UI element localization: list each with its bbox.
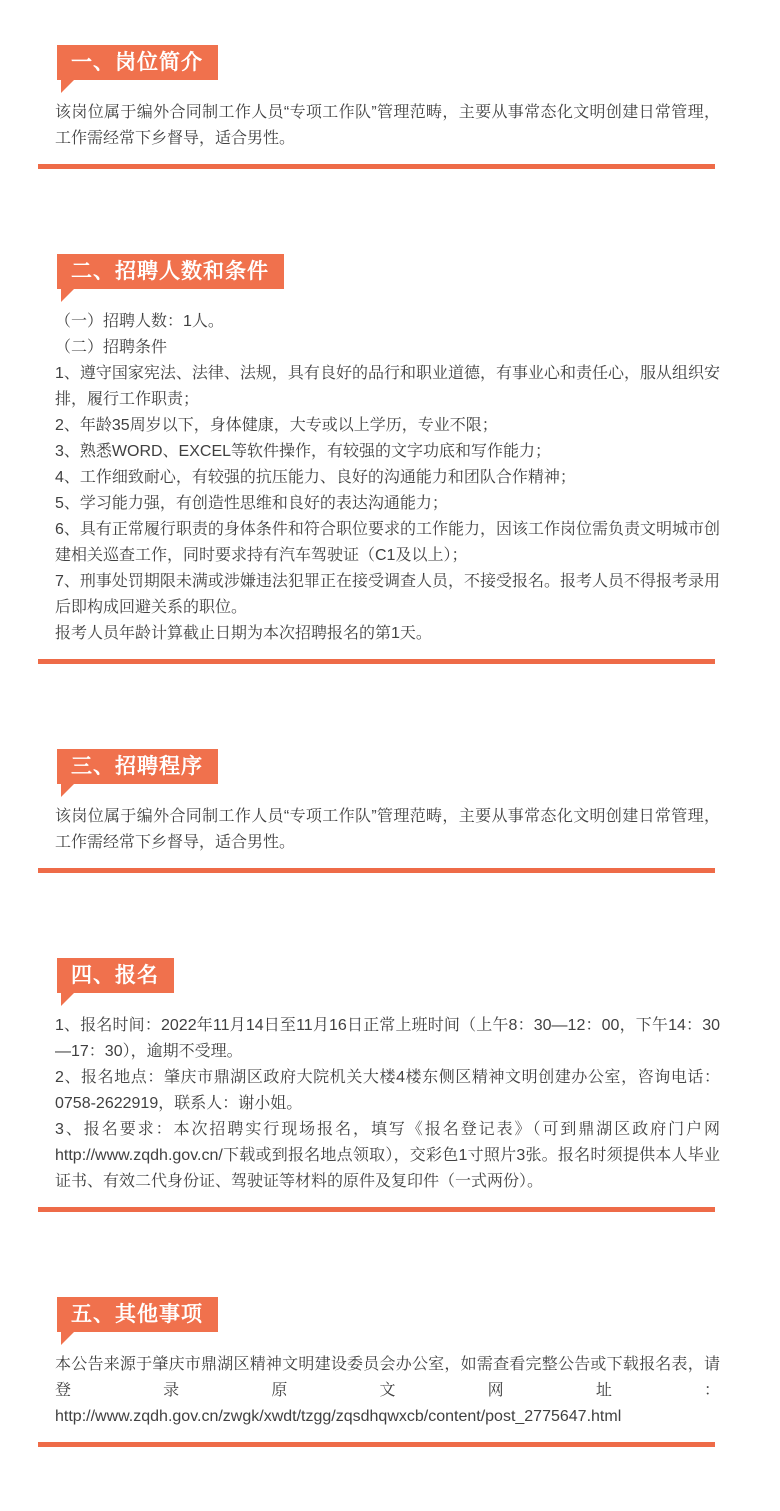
section-registration [55, 958, 720, 1212]
badge-tail-decoration [61, 80, 74, 93]
section-content [55, 309, 720, 647]
source-note-text: 本公告来源于肇庆市鼎湖区精神文明建设委员会办公室，如需查看完整公告或下载报名表，请登录原文网址： [55, 1356, 720, 1399]
paragraph: 该岗位属于编外合同制工作人员“专项工作队”管理范畴，主要从事常态化文明创建日常管理，工作需经常下乡督导，适合男性。 [55, 104, 720, 147]
section-title-badge [57, 749, 218, 784]
paragraph: 2、年龄35周岁以下，身体健康，大专或以上学历，专业不限； [55, 417, 498, 434]
paragraph [55, 1352, 720, 1430]
section-divider [38, 868, 715, 873]
paragraph: 4、工作细致耐心，有较强的抗压能力、良好的沟通能力和团队合作精神； [55, 469, 576, 486]
badge-tail-decoration [61, 993, 74, 1006]
section-content [55, 1013, 720, 1195]
section-other-matters [55, 1297, 720, 1447]
paragraph: 5、学习能力强，有创造性思维和良好的表达沟通能力； [55, 495, 448, 512]
section-content [55, 100, 720, 152]
section-title-badge [57, 1297, 218, 1332]
paragraph: 3、熟悉WORD、EXCEL等软件操作，有较强的文字功底和写作能力； [55, 443, 552, 460]
badge-tail-decoration [61, 784, 74, 797]
paragraph: （二）招聘条件 [55, 339, 168, 356]
paragraph: 7、刑事处罚期限未满或涉嫌违法犯罪正在接受调查人员，不接受报名。报考人员不得报考录用后即构成回避关系的职位。 [55, 573, 720, 616]
section-recruit-procedure [55, 749, 720, 873]
section-divider [38, 1207, 715, 1212]
paragraph: 该岗位属于编外合同制工作人员“专项工作队”管理范畴，主要从事常态化文明创建日常管理，工作需经常下乡督导，适合男性。 [55, 808, 720, 851]
section-divider [38, 1442, 715, 1447]
section-divider [38, 164, 715, 169]
paragraph: 1、遵守国家宪法、法律、法规，具有良好的品行和职业道德，有事业心和责任心，服从组织安排，履行工作职责； [55, 365, 720, 408]
section-title: 三、招聘程序 [71, 755, 203, 778]
section-title: 四、报名 [71, 964, 159, 987]
section-recruit-count-conditions [55, 254, 720, 664]
paragraph: 1、报名时间：2022年11月14日至11月16日正常上班时间（上午8：30—12：00，下午14：30—17：30），逾期不受理。 [55, 1017, 720, 1060]
section-title: 五、其他事项 [71, 1303, 203, 1326]
badge-tail-decoration [61, 1332, 74, 1345]
section-divider [38, 659, 715, 664]
paragraph: 3、报名要求：本次招聘实行现场报名，填写《报名登记表》（可到鼎湖区政府门户网http://www.zqdh.gov.cn/下载或到报名地点领取），交彩色1寸照片3张。报名时须提供本人毕业证书、有效二代身份证、驾驶证等材料的原件及复印件（一式两份）。 [55, 1121, 720, 1190]
section-title-badge [57, 45, 218, 80]
badge-tail-decoration [61, 289, 74, 302]
section-title-badge [57, 958, 174, 993]
section-title-badge [57, 254, 284, 289]
paragraph: （一）招聘人数：1人。 [55, 313, 224, 330]
section-job-intro [55, 45, 720, 169]
paragraph: 报考人员年龄计算截止日期为本次招聘报名的第1天。 [55, 625, 432, 642]
original-announcement-url: http://www.zqdh.gov.cn/zwgk/xwdt/tzgg/zqsdhqwxcb/content/post_2775647.html [55, 1408, 622, 1425]
section-title: 一、岗位简介 [71, 51, 203, 74]
section-title: 二、招聘人数和条件 [71, 260, 269, 283]
paragraph: 2、报名地点：肇庆市鼎湖区政府大院机关大楼4楼东侧区精神文明创建办公室，咨询电话：0758-2622919，联系人：谢小姐。 [55, 1069, 720, 1112]
paragraph: 6、具有正常履行职责的身体条件和符合职位要求的工作能力，因该工作岗位需负责文明城市创建相关巡查工作，同时要求持有汽车驾驶证（C1及以上）； [55, 521, 720, 564]
section-content [55, 804, 720, 856]
section-content [55, 1352, 720, 1430]
